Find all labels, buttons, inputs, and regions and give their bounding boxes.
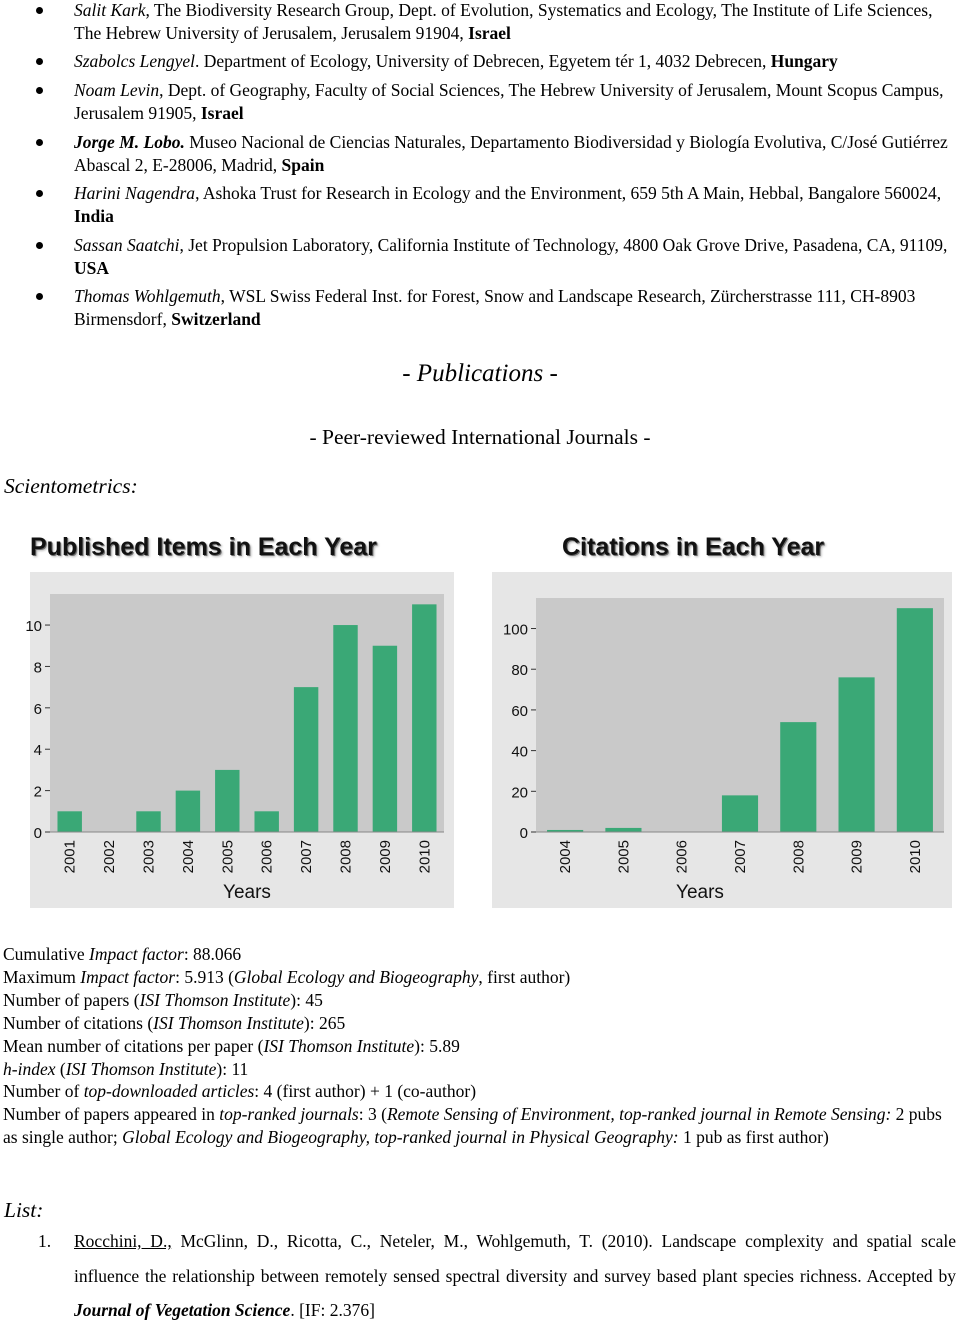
x-axis-label: Years: [676, 882, 724, 903]
y-tick-label: 8: [33, 659, 42, 677]
mean-citations: Mean number of citations per paper (ISI Thomson Institute): 5.89: [3, 1035, 460, 1056]
bar: [780, 722, 816, 832]
y-tick-label: 2: [33, 783, 42, 801]
y-tick-label: 4: [33, 742, 42, 760]
impact-factor: . [IF: 2.376]: [290, 1300, 375, 1320]
list-number: 1.: [38, 1231, 52, 1251]
affiliation-text: , WSL Swiss Federal Inst. for Forest, Snow and Landscape Research, Zürcherstrasse 111, CH-8903 Birmensdorf,: [74, 286, 916, 329]
affiliation-item: [74, 131, 948, 177]
country: Switzerland: [171, 309, 261, 329]
affiliation-text: , Dept. of Geography, Faculty of Social Sciences, The Hebrew University of Jerusalem, Mount Scopus Campus, Jerusalem 91905,: [74, 80, 944, 123]
y-tick-label: 80: [511, 662, 528, 680]
x-axis-label: Years: [223, 882, 271, 903]
x-tick-label: 2001: [61, 840, 79, 874]
cumulative-impact-factor: Cumulative Impact factor: 88.066: [3, 944, 242, 964]
publications-title: Publications: [416, 360, 544, 387]
citation-text: McGlinn, D., Ricotta, C., Neteler, M., Wohlgemuth, T. (2010). Landscape complexity and spatial scale influence the relationship between remotely sensed spectral diversity and survey based plant species richness. Accepted by: [74, 1231, 956, 1286]
x-tick-label: 2010: [906, 840, 924, 874]
country: Israel: [200, 103, 244, 123]
published-items-chart: [25, 528, 480, 908]
x-tick-label: 2009: [848, 840, 866, 874]
x-tick-label: 2004: [557, 840, 575, 874]
x-tick-label: 2008: [790, 840, 808, 874]
author-name: Szabolcs Lengyel: [74, 51, 196, 71]
bar: [897, 608, 933, 832]
affiliation-text: , The Biodiversity Research Group, Dept. of Evolution, Systematics and Ecology, The Institute of Life Sciences, The Hebrew University of Jerusalem, Jerusalem 91904,: [74, 0, 933, 43]
author-name: Jorge M. Lobo.: [74, 132, 185, 152]
bar: [176, 791, 200, 832]
affiliation-item: [74, 0, 948, 45]
country: Spain: [281, 155, 325, 175]
y-tick-label: 100: [502, 621, 528, 639]
y-tick-label: 6: [33, 700, 42, 718]
bar: [605, 828, 641, 832]
y-tick-label: 0: [519, 825, 528, 842]
chart-title: Published Items in Each Year: [30, 533, 377, 561]
scientometrics-stats: [3, 943, 953, 1149]
bar: [215, 770, 239, 832]
h-index: h-index (ISI Thomson Institute): 11: [3, 1058, 249, 1079]
x-tick-label: 2003: [140, 840, 158, 874]
author-name: Harini Nagendra: [74, 183, 196, 203]
chart-title: Citations in Each Year: [562, 533, 825, 561]
bar: [722, 795, 758, 832]
country: India: [74, 206, 114, 226]
y-tick-label: 20: [511, 784, 528, 802]
country: USA: [74, 258, 110, 278]
number-of-papers: Number of papers (ISI Thomson Institute): 45: [3, 989, 323, 1010]
affiliation-text: , Jet Propulsion Laboratory, California Institute of Technology, 4800 Oak Grove Drive, Pasadena, CA, 91109,: [179, 235, 948, 255]
country: Israel: [468, 23, 511, 43]
number-of-citations: Number of citations (ISI Thomson Institute): 265: [3, 1012, 346, 1033]
list-heading: List:: [4, 1198, 44, 1222]
bar: [254, 811, 278, 832]
first-author-link[interactable]: Rocchini, D.,: [74, 1231, 172, 1251]
x-tick-label: 2010: [416, 840, 434, 874]
citations-plot: [492, 528, 952, 908]
top-downloaded-articles: Number of top-downloaded articles: 4 (first author) + 1 (co-author): [3, 1081, 477, 1102]
publication-item: [38, 1224, 956, 1328]
top-ranked-journals: Number of papers appeared in top-ranked journals: 3 (Remote Sensing of Environment, top-ranked journal in Remote Sensing: 2 pubs as single author; Global Ecology and Biogeography, top-ranked journal in Physical Geography: 1 pub as first author): [3, 1104, 942, 1148]
bar: [839, 677, 875, 832]
affiliation-item: [74, 182, 948, 228]
publications-heading: - Publications -: [402, 360, 558, 387]
affiliation-text: . Department of Ecology, University of Debrecen, Egyetem tér 1, 4032 Debrecen,: [195, 51, 771, 71]
author-name: Sassan Saatchi: [74, 235, 180, 255]
bar: [294, 687, 318, 832]
affiliation-text: Museo Nacional de Ciencias Naturales, Departamento Biodiversidad y Biología Evolutiva, C/José Gutiérrez Abascal 2, E-28006, Madrid,: [74, 132, 948, 175]
citations-chart: [492, 528, 952, 908]
bar: [57, 811, 81, 832]
affiliation-text: , Ashoka Trust for Research in Ecology and the Environment, 659 5th A Main, Hebbal, Bangalore 560024,: [195, 183, 942, 203]
author-name: Thomas Wohlgemuth: [74, 286, 221, 306]
peer-reviewed-heading: - Peer-reviewed International Journals -: [309, 425, 651, 449]
x-tick-label: 2009: [376, 840, 394, 874]
x-tick-label: 2007: [298, 840, 316, 874]
y-tick-label: 60: [511, 702, 528, 720]
y-tick-label: 0: [33, 825, 42, 842]
bar: [373, 646, 397, 832]
y-tick-label: 40: [511, 743, 528, 761]
maximum-impact-factor: Maximum Impact factor: 5.913 (Global Ecology and Biogeography, first author): [3, 966, 571, 987]
affiliation-item: [74, 234, 948, 280]
scientometrics-heading: Scientometrics:: [4, 474, 138, 498]
x-tick-label: 2004: [179, 840, 197, 874]
x-tick-label: 2005: [219, 840, 237, 874]
x-tick-label: 2008: [337, 840, 355, 874]
affiliation-item: [74, 79, 948, 125]
journal-name: Journal of Vegetation Science: [74, 1300, 291, 1320]
x-tick-label: 2007: [732, 840, 749, 874]
bar: [136, 811, 160, 832]
country: Hungary: [770, 51, 838, 71]
published-items-plot: [25, 528, 480, 908]
bar: [412, 604, 436, 832]
bar: [333, 625, 357, 832]
author-name: Noam Levin: [74, 80, 160, 100]
y-tick-label: 10: [25, 618, 42, 636]
x-tick-label: 2006: [258, 840, 276, 874]
affiliation-item: [74, 50, 948, 73]
x-tick-label: 2006: [673, 840, 691, 874]
x-tick-label: 2002: [101, 840, 119, 874]
affiliation-item: [74, 285, 948, 331]
author-name: Salit Kark: [74, 0, 146, 20]
x-tick-label: 2005: [615, 840, 633, 874]
